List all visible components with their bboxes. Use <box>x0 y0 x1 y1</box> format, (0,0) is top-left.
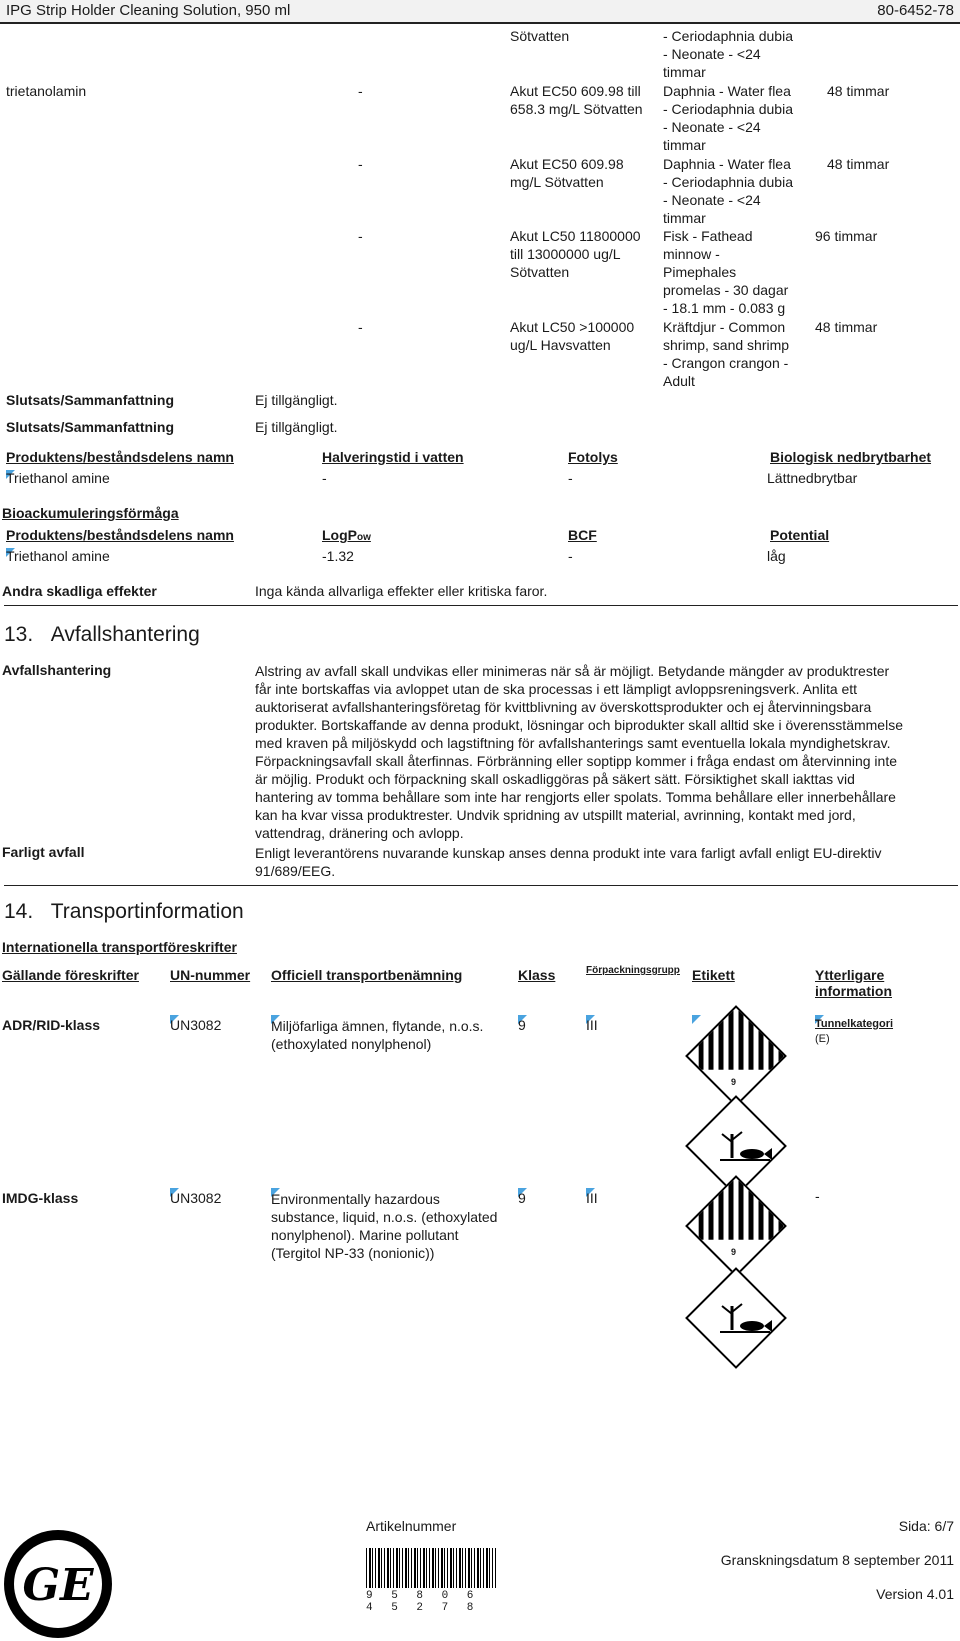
hazard-line: 91/689/EEG. <box>255 863 336 879</box>
conclusion-value: Ej tillgängligt. <box>255 419 338 435</box>
tox-species-line: Fisk - Fathead <box>663 228 753 244</box>
name-line: Environmentally hazardous <box>271 1191 440 1207</box>
bioacc-potential: låg <box>767 548 786 564</box>
name-line: substance, liquid, n.o.s. (ethoxylated <box>271 1209 498 1225</box>
tox-result-line: Akut LC50 >100000 <box>510 319 635 335</box>
tox-species <box>663 318 789 390</box>
waste-line: Alstring av avfall skall undvikas eller minimeras när så är möjligt. Betydande mängder av produktrester <box>255 663 890 679</box>
waste-line: auktoriserat avfallshanteringsföretag för kvittblivning av överskottsprodukter och ej återvinningsbara <box>255 699 872 715</box>
ge-logo <box>2 1528 114 1640</box>
tox-substance-name: trietanolamin <box>6 83 87 99</box>
tox-result-line: Sötvatten <box>510 264 570 280</box>
adr-un-number: UN3082 <box>170 1017 222 1033</box>
degradation-photolysis: - <box>568 470 573 486</box>
imdg-shipping-name <box>271 1190 497 1262</box>
header-line: information <box>815 983 892 999</box>
bioacc-product: Triethanol amine <box>6 548 110 564</box>
logp-subscript: ow <box>357 532 371 543</box>
col-header-class: Klass <box>518 967 556 983</box>
waste-line: produkter. Bortskaffande av denna produkt, lösningar och biprodukter skall alltid ske i överensstämmelse <box>255 717 903 733</box>
version: Version 4.01 <box>876 1586 954 1602</box>
section-divider <box>4 885 958 886</box>
tox-exposure: 48 timmar <box>827 83 890 99</box>
tox-species-line: - Neonate - <24 <box>663 192 761 208</box>
other-effects-label: Andra skadliga effekter <box>2 583 157 599</box>
tox-top-line: - Neonate - <24 <box>663 46 761 62</box>
barcode-digits: 9 5 8 0 6 4 5 2 7 8 <box>366 1590 480 1614</box>
conclusion-value: Ej tillgängligt. <box>255 392 338 408</box>
tox-species-line: - 18.1 mm - 0.083 g <box>663 300 786 316</box>
review-date: Granskningsdatum 8 september 2011 <box>720 1552 954 1568</box>
degradation-product: Triethanol amine <box>6 470 110 486</box>
document-number: 80-6452-78 <box>877 2 954 19</box>
col-header-biodegradability: Biologisk nedbrytbarhet <box>770 449 932 465</box>
imdg-regulation: IMDG-klass <box>2 1190 79 1206</box>
imdg-additional: - <box>815 1188 820 1204</box>
adr-additional <box>815 1017 893 1047</box>
tox-species <box>663 82 793 154</box>
degradation-biodegradability: Lättnedbrytbar <box>767 470 858 486</box>
bioacc-col-product: Produktens/beståndsdelens namn <box>6 527 234 543</box>
tox-species-line: Adult <box>663 373 695 389</box>
tox-result-line: mg/L Sötvatten <box>510 174 604 190</box>
col-header-shipping-name: Officiell transportbenämning <box>271 967 463 983</box>
bioacc-col-potential: Potential <box>770 527 830 543</box>
tox-result <box>510 318 634 354</box>
class9-number: 9 <box>731 1247 737 1257</box>
bioacc-col-bcf: BCF <box>568 527 597 543</box>
tox-species <box>663 155 793 227</box>
tox-top-line: - Ceriodaphnia dubia <box>663 28 793 44</box>
col-header-photolysis: Fotolys <box>568 449 618 465</box>
tox-result-line: 658.3 mg/L Sötvatten <box>510 101 643 117</box>
section-14-heading <box>4 900 244 924</box>
section-number: 14. <box>4 900 34 923</box>
tox-species-line: - Ceriodaphnia dubia <box>663 174 793 190</box>
tox-result-line: ug/L Havsvatten <box>510 337 611 353</box>
col-header-regulation: Gällande föreskrifter <box>2 967 139 983</box>
tox-species-line: promelas - 30 dagar <box>663 282 789 298</box>
logp-label: LogP <box>322 527 357 543</box>
section-13-heading <box>4 623 200 647</box>
tox-result-line: till 13000000 ug/L <box>510 246 621 262</box>
col-header-halflife: Halveringstid i vatten <box>322 449 464 465</box>
name-line: (ethoxylated nonylphenol) <box>271 1036 432 1052</box>
tox-species-line: - Crangon crangon - <box>663 355 789 371</box>
col-header-additional <box>815 967 892 999</box>
document-title: IPG Strip Holder Cleaning Solution, 950 ml <box>6 2 291 19</box>
adr-packing-group: III <box>586 1017 598 1033</box>
tox-species-line: - Ceriodaphnia dubia <box>663 101 793 117</box>
page-header <box>0 0 960 24</box>
tox-species-line: Daphnia - Water flea <box>663 83 791 99</box>
col-header-product: Produktens/beståndsdelens namn <box>6 449 234 465</box>
barcode <box>366 1548 496 1588</box>
tox-result <box>510 82 643 118</box>
tox-exposure: 48 timmar <box>815 319 878 335</box>
imdg-class: 9 <box>518 1190 526 1206</box>
tox-top-medium: Sötvatten <box>510 28 570 44</box>
bioacc-logpow: -1.32 <box>322 548 354 564</box>
waste-line: Förpackningsavfall skall återfinnas. Förbränning eller soptipp kommer i fråga endast om återvinning inte <box>255 753 897 769</box>
waste-line: hantering av tomma behållare som inte har rengjorts eller spolats. Tomma behållare eller innerbehållare <box>255 789 896 805</box>
tox-top-line: timmar <box>663 64 706 80</box>
tunnel-category-label: Tunnelkategori <box>815 1018 894 1030</box>
tox-result-line: Akut LC50 11800000 <box>510 228 641 244</box>
waste-line: med kraven på miljöskydd och lagstiftning för avfallshanterings samt eventuella lokala myndighetskrav. <box>255 735 891 751</box>
section-title: Avfallshantering <box>50 623 200 646</box>
tox-species-line: shrimp, sand shrimp <box>663 337 790 353</box>
tox-exposure: 48 timmar <box>827 156 890 172</box>
article-number-label: Artikelnummer <box>366 1518 457 1534</box>
tox-species-line: Pimephales <box>663 264 737 280</box>
hazardous-waste-text <box>255 844 955 880</box>
waste-line: är möjlig. Produkt och förpackning skall oskadliggöras på säkert sätt. Försiktighet skall iakttas vid <box>255 771 855 787</box>
degradation-halflife: - <box>322 470 327 486</box>
name-line: (Tergitol NP-33 (nonionic)) <box>271 1245 435 1261</box>
tox-top-species <box>663 27 793 81</box>
name-line: Miljöfarliga ämnen, flytande, n.o.s. <box>271 1018 484 1034</box>
adr-regulation: ADR/RID-klass <box>2 1017 101 1033</box>
tox-dash: - <box>358 156 363 172</box>
page-number: Sida: 6/7 <box>898 1518 954 1534</box>
waste-line: får inte bortskaffas via avloppet utan de ska processas i ett lämpligt avloppsreningsverk. Anlita ett <box>255 681 858 697</box>
name-line: nonylphenol). Marine pollutant <box>271 1227 459 1243</box>
hazard-stripes <box>699 1010 787 1070</box>
adr-class: 9 <box>518 1017 526 1033</box>
col-header-un: UN-nummer <box>170 967 251 983</box>
edit-marker-icon <box>692 1015 701 1024</box>
tox-species-line: minnow - <box>663 246 720 262</box>
adr-shipping-name <box>271 1017 483 1053</box>
tox-dash: - <box>358 319 363 335</box>
tunnel-category-value: (E) <box>815 1033 830 1045</box>
waste-text <box>255 662 955 842</box>
tox-species-line: - Neonate - <24 <box>663 119 761 135</box>
bioacc-col-logpow <box>322 527 371 543</box>
tox-dash: - <box>358 83 363 99</box>
conclusion-label: Slutsats/Sammanfattning <box>6 392 175 408</box>
col-header-label: Etikett <box>692 967 735 983</box>
tox-dash: - <box>358 228 363 244</box>
waste-label: Avfallshantering <box>2 662 112 678</box>
tox-result <box>510 227 641 281</box>
header-line: Ytterligare <box>815 967 885 983</box>
bioacc-title: Bioackumuleringsförmåga <box>2 505 179 521</box>
other-effects-value: Inga kända allvarliga effekter eller kritiska faror. <box>255 583 548 599</box>
col-header-packing-group: Förpackningsgrupp <box>586 965 680 976</box>
hazard-line: Enligt leverantörens nuvarande kunskap anses denna produkt inte vara farligt avfall enligt EU-direktiv <box>255 845 882 861</box>
dead-tree-fish-icon <box>710 1292 780 1362</box>
tox-species-line: timmar <box>663 210 706 226</box>
class9-number: 9 <box>731 1077 737 1087</box>
class9-hazard-label-icon <box>685 1175 787 1277</box>
tox-species <box>663 227 788 317</box>
bioacc-bcf: - <box>568 548 573 564</box>
tox-species-line: Kräftdjur - Common <box>663 319 786 335</box>
waste-line: vattendrag, dränering och avlopp. <box>255 825 464 841</box>
waste-line: kan ha kvar vissa produktrester. Undvik spridning av utspillt material, avrinning, kontakt med jord, <box>255 807 856 823</box>
hazardous-waste-label: Farligt avfall <box>2 844 85 860</box>
section-divider <box>4 605 958 606</box>
tox-result-line: Akut EC50 609.98 <box>510 156 624 172</box>
tox-result <box>510 155 624 191</box>
conclusion-label: Slutsats/Sammanfattning <box>6 419 175 435</box>
imdg-packing-group: III <box>586 1190 598 1206</box>
tox-exposure: 96 timmar <box>815 228 878 244</box>
intl-transport-title: Internationella transportföreskrifter <box>2 939 237 955</box>
tox-result-line: Akut EC50 609.98 till <box>510 83 641 99</box>
section-number: 13. <box>4 623 34 646</box>
tox-species-line: timmar <box>663 137 706 153</box>
imdg-un-number: UN3082 <box>170 1190 222 1206</box>
logo-text: GE <box>22 1560 94 1611</box>
dead-tree-fish-icon <box>710 1120 780 1190</box>
section-title: Transportinformation <box>50 900 244 923</box>
tox-species-line: Daphnia - Water flea <box>663 156 791 172</box>
